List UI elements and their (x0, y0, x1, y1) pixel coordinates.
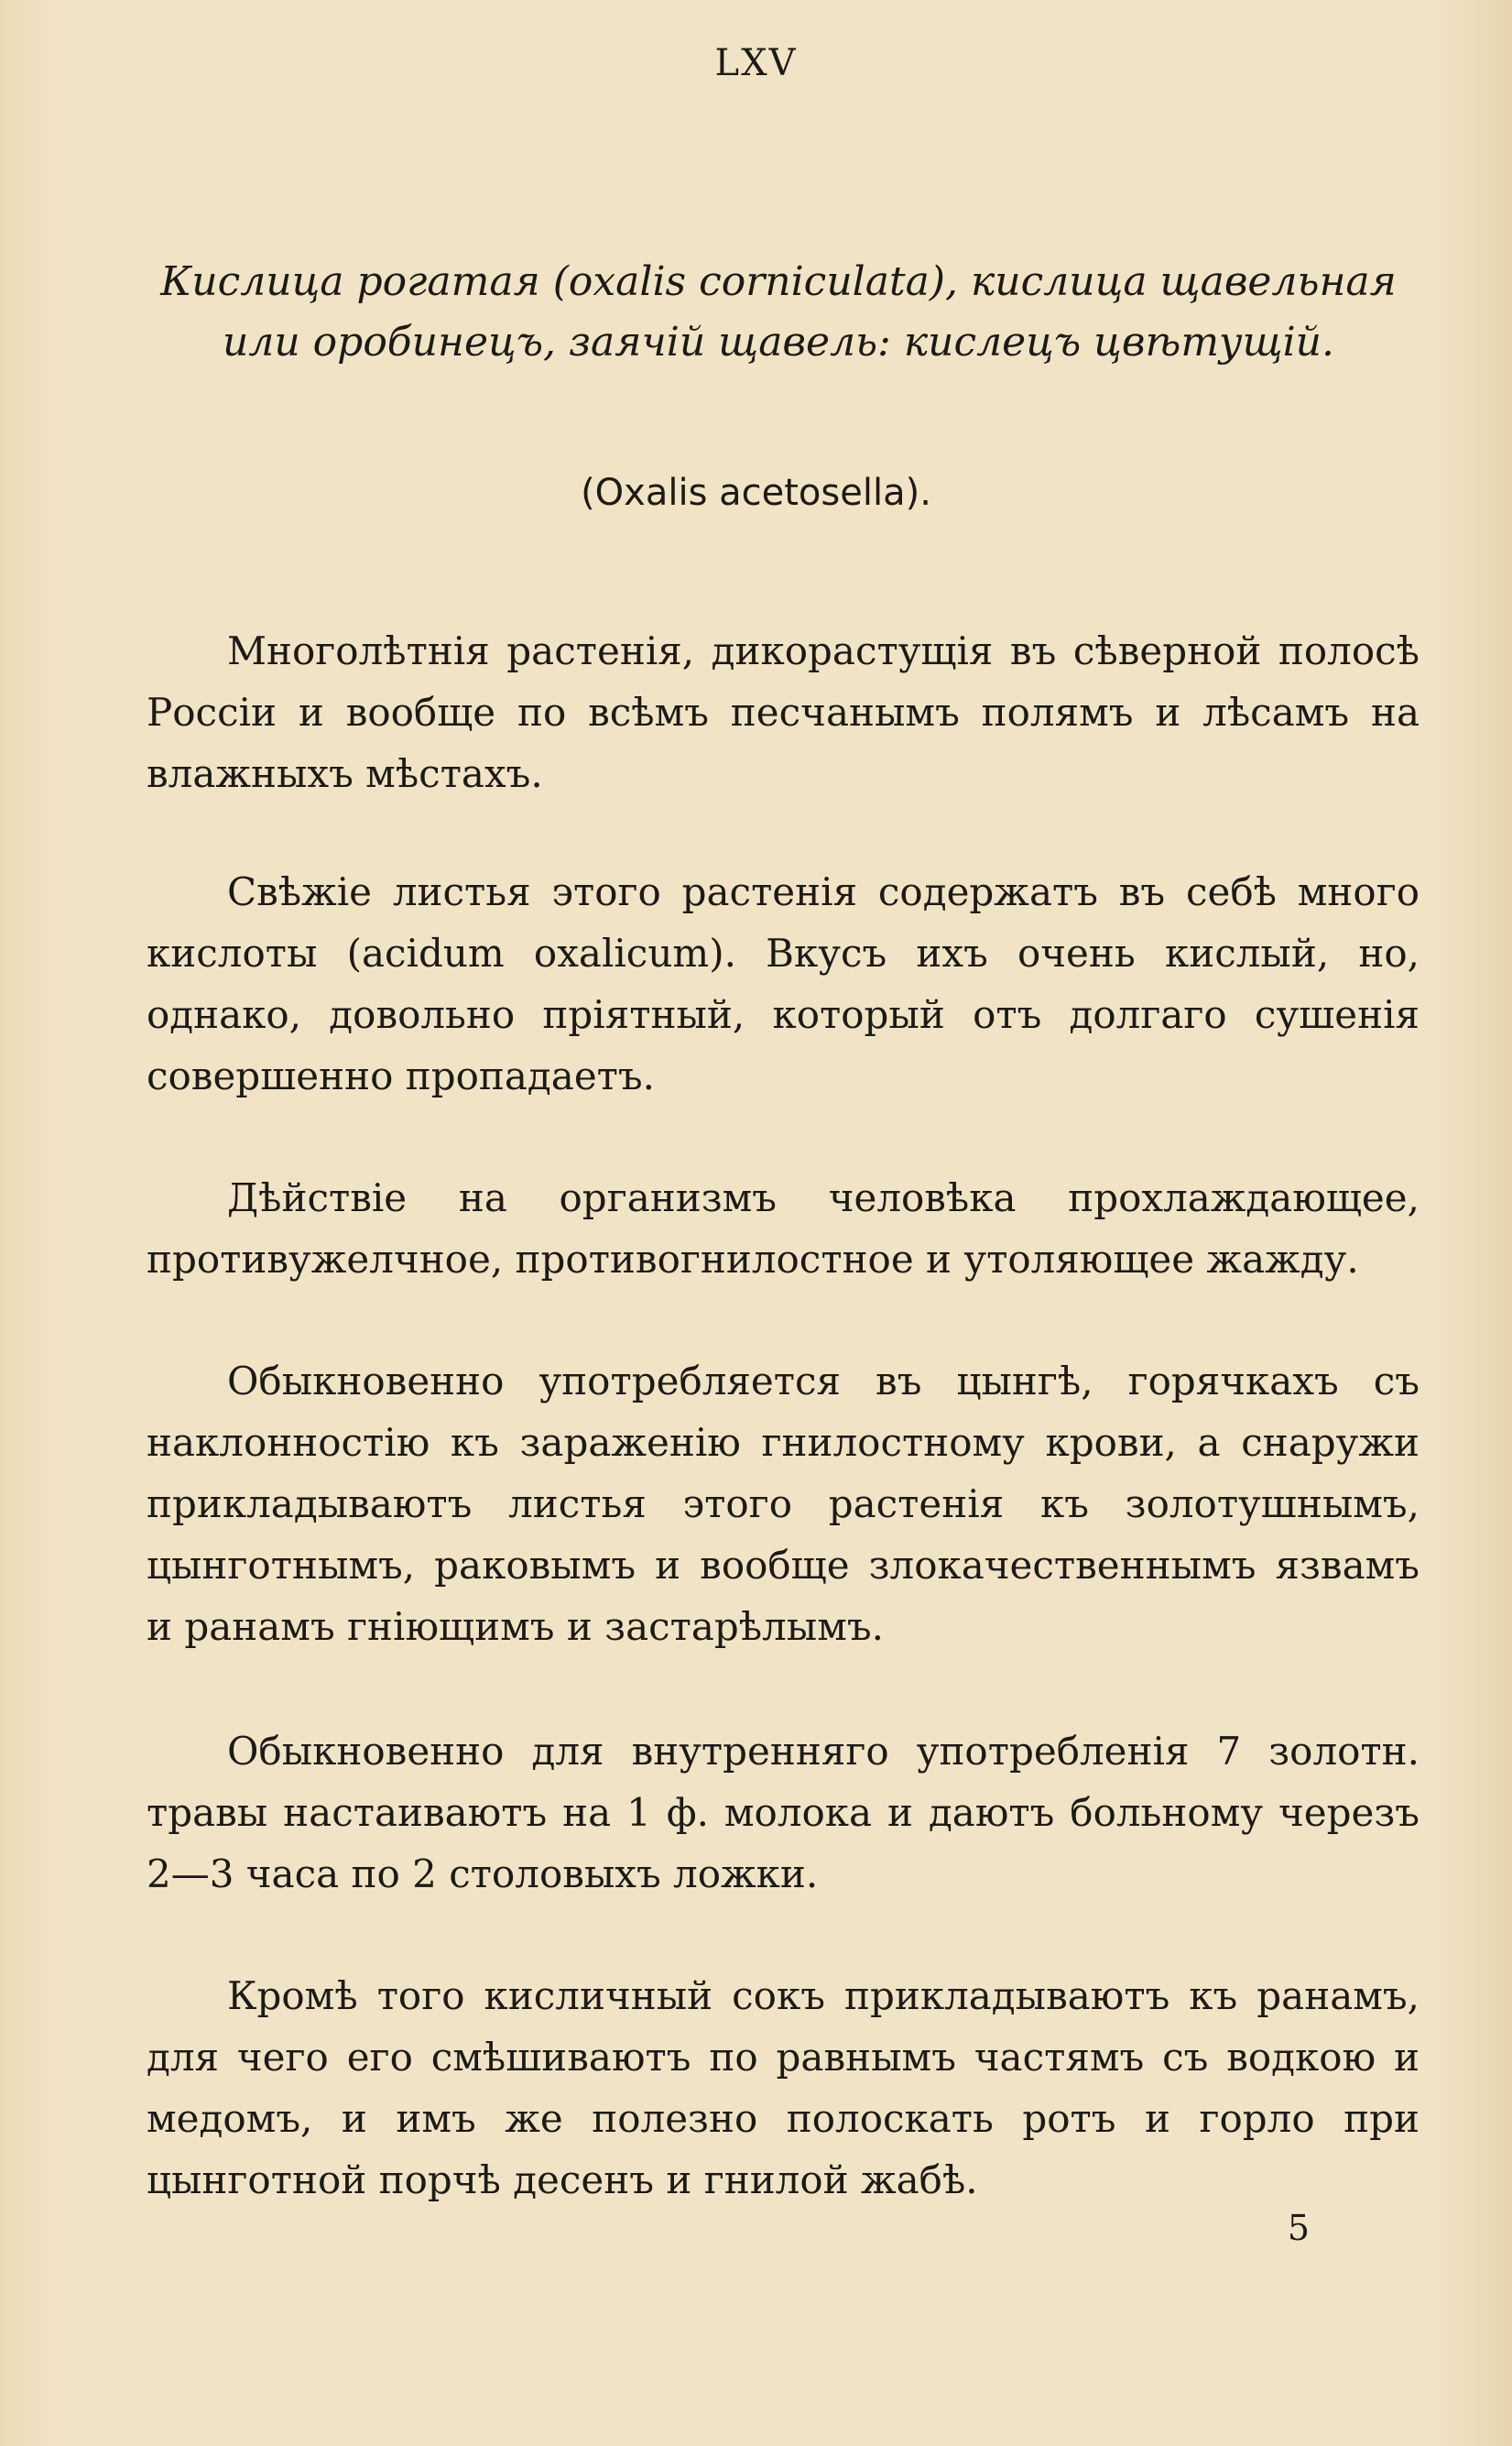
paragraph-usage: Обыкновенно употребляется въ цынгѣ, горячкахъ съ наклонностію къ зараженію гнилостному крови, а снаружи прикладываютъ листья этого растенія къ золотушнымъ, цынготнымъ, раковымъ и вообще злокачественнымъ язвамъ и ранамъ гніющимъ и застарѣлымъ. (147, 1359, 1420, 1649)
paragraph-leaves: Свѣжіе листья этого растенія содержатъ въ себѣ много кислоты (acidum oxalicum). Вкусъ ихъ очень кислый, но, однако, довольно пріятный, который отъ долгаго сушенія совершенно пропадаетъ. (147, 869, 1420, 1098)
page-header-roman-numeral: LXV (714, 42, 798, 84)
plant-title: Кислица рогатая (oxalis corniculata), кислица щавельная или оробинецъ, заячій щавель: кислецъ цвѣтущій. (160, 258, 1397, 366)
paragraph-habitat: Многолѣтнія растенія, дикорастущія въ сѣверной полосѣ Россіи и вообще по всѣмъ песчанымъ полямъ и лѣсамъ на влажныхъ мѣстахъ. (147, 628, 1420, 796)
paragraph-dosage: Обыкновенно для внутренняго употребленія 7 золотн. травы настаиваютъ на 1 ф. молока и даютъ больному черезъ 2—3 часа по 2 столовыхъ ложки. (147, 1729, 1420, 1896)
paragraph-juice: Кромѣ того кисличный сокъ прикладываютъ къ ранамъ, для чего его смѣшиваютъ по равнымъ частямъ съ водкою и медомъ, и имъ же полезно полоскать ротъ и горло при цынготной порчѣ десенъ и гнилой жабѣ. (147, 1973, 1420, 2202)
paragraph-action: Дѣйствіе на организмъ человѣка прохлаждающее, противужелчное, противогнилостное и утоляющее жажду. (147, 1175, 1420, 1282)
latin-name: (Oxalis acetosella). (581, 472, 931, 514)
page-number: 5 (1287, 2208, 1311, 2248)
